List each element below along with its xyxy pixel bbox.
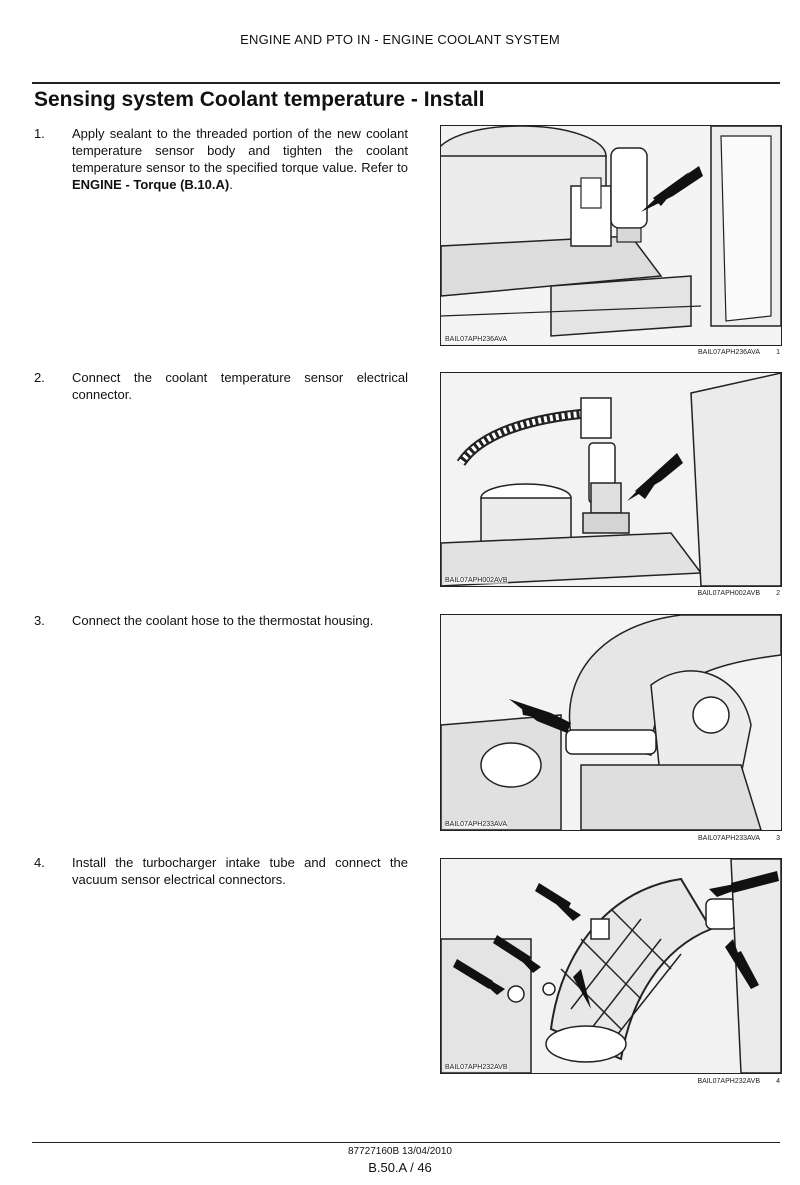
step-text-part: Apply sealant to the threaded portion of the new coolant temperature sensor body and tighten the coolant temperature sensor to the specified torque value. Refer to xyxy=(72,126,408,175)
caption-code: BAIL07APH232AVB xyxy=(697,1078,760,1085)
header-rule xyxy=(32,82,780,84)
figure-number: 2 xyxy=(776,590,780,597)
figure-2-illustration xyxy=(441,373,781,586)
figure-code: BAIL07APH002AVB xyxy=(445,577,508,584)
step-number: 4. xyxy=(34,855,45,870)
figure-1 xyxy=(440,125,782,346)
step-text-end: . xyxy=(229,177,233,192)
figure-number: 1 xyxy=(776,349,780,356)
figure-3-illustration xyxy=(441,615,781,830)
step-number: 2. xyxy=(34,370,45,385)
footer-rule xyxy=(32,1142,780,1143)
figure-code: BAIL07APH232AVB xyxy=(445,1064,508,1071)
page-title: Sensing system Coolant temperature - Install xyxy=(34,88,485,111)
step-number: 1. xyxy=(34,126,45,141)
caption-code: BAIL07APH233AVA xyxy=(697,835,760,842)
caption-code: BAIL07APH002AVB xyxy=(697,590,760,597)
step-text xyxy=(72,125,408,193)
figure-3 xyxy=(440,614,782,831)
figure-1-illustration xyxy=(441,126,781,345)
figure-4-illustration xyxy=(441,859,781,1073)
caption-code: BAIL07APH236AVA xyxy=(697,349,760,356)
figure-number: 4 xyxy=(776,1078,780,1085)
figure-code: BAIL07APH236AVA xyxy=(445,336,508,343)
torque-reference: ENGINE - Torque (B.10.A) xyxy=(72,177,230,192)
page-number: B.50.A / 46 xyxy=(368,1160,432,1175)
step-text: Connect the coolant hose to the thermostat housing. xyxy=(72,613,374,628)
step-text: Connect the coolant temperature sensor electrical connector. xyxy=(72,370,408,402)
figure-number: 3 xyxy=(776,835,780,842)
step-number: 3. xyxy=(34,613,45,628)
running-header: ENGINE AND PTO IN - ENGINE COOLANT SYSTEM xyxy=(240,32,560,47)
step-text: Install the turbocharger intake tube and connect the vacuum sensor electrical connectors. xyxy=(72,855,408,887)
figure-2 xyxy=(440,372,782,587)
figure-4 xyxy=(440,858,782,1074)
document-number: 87727160B 13/04/2010 xyxy=(348,1146,452,1157)
figure-code: BAIL07APH233AVA xyxy=(445,821,508,828)
